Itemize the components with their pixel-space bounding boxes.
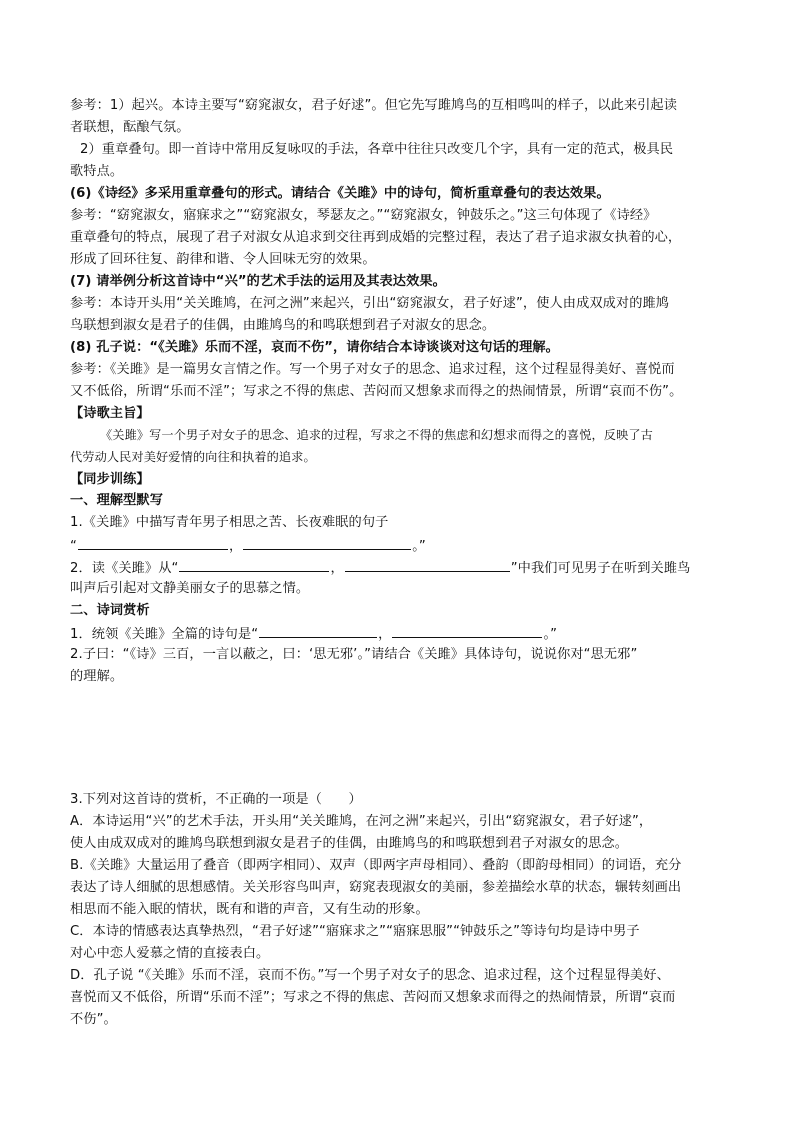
answer-text: 形成了回环往复、韵律和谐、令人回味无穷的效果。 bbox=[70, 252, 376, 267]
answer-text: 又不低俗，所谓“乐而不淫”；写求之不得的焦虑、苦闷而又想象求而得之的热闹情景，所谓“哀而不伤”。 bbox=[70, 384, 683, 399]
section-heading: 【诗歌主旨】 bbox=[70, 406, 150, 421]
quote-mark: 。” bbox=[543, 627, 558, 642]
answer-blank[interactable] bbox=[345, 557, 510, 572]
answer-text: 歌特点。 bbox=[70, 164, 124, 179]
section-heading: 【同步训练】 bbox=[70, 472, 150, 487]
choice-a: 使人由成双成对的雎鸠鸟联想到淑女是君子的佳偶，由雎鸠鸟的和鸣联想到君子对淑女的思念。 bbox=[70, 836, 629, 851]
choice-b: 相思而不能入眠的情状，既有和谐的声音，又有生动的形象。 bbox=[70, 902, 429, 917]
choice-d: D．孔子说 “《关雎》乐而不淫，哀而不伤。”写一个男子对女子的思念、追求过程，这个过程显得美好、 bbox=[70, 968, 670, 983]
fill-blank-row bbox=[70, 535, 426, 556]
answer-blank[interactable] bbox=[78, 535, 228, 550]
fill-blank-row bbox=[70, 557, 690, 578]
choice-d: 不伤”。 bbox=[70, 1012, 117, 1027]
choice-a: A．本诗运用“兴”的艺术手法，开头用“关关雎鸠，在河之洲”来起兴，引出“窈窕淑女，君子好逑”， bbox=[70, 814, 653, 829]
answer-text: 参考：“窈窕淑女，寤寐求之”“窈窕淑女，琴瑟友之。”“窈窕淑女，钟鼓乐之。”这三句体现了《诗经》 bbox=[70, 208, 657, 223]
answer-blank[interactable] bbox=[243, 535, 411, 550]
exercise-text: 2．读《关雎》从“ bbox=[70, 561, 179, 576]
choice-b: B.《关雎》大量运用了叠音（即两字相同）、双声（即两字声母相同）、叠韵（即韵母相同）的词语，充分 bbox=[70, 858, 682, 873]
choice-d: 喜悦而又不低俗，所谓“乐而不淫”；写求之不得的焦虑、苦闷而又想象求而得之的热闹情景，所谓“哀而 bbox=[70, 990, 676, 1005]
exercise-text: 的理解。 bbox=[70, 669, 124, 684]
choice-c: 对心中恋人爱慕之情的直接表白。 bbox=[70, 946, 270, 961]
answer-text: 参考：1）起兴。本诗主要写“窈窕淑女，君子好逑”。但它先写雎鸠鸟的互相鸣叫的样子，以此来引起读 bbox=[70, 98, 677, 113]
answer-text: 重章叠句的特点，展现了君子对淑女从追求到交往再到成婚的完整过程，表达了君子追求淑女执着的心， bbox=[70, 230, 682, 245]
question-heading: (8) 孔子说：“《关雎》乐而不淫，哀而不伤”，请你结合本诗谈谈对这句话的理解。 bbox=[70, 340, 559, 355]
question-heading: (6)《诗经》多采用重章叠句的形式。请结合《关雎》中的诗句，简析重章叠句的表达效果。 bbox=[70, 186, 610, 201]
answer-text: 鸟联想到淑女是君子的佳偶，由雎鸠鸟的和鸣联想到君子对淑女的思念。 bbox=[70, 318, 496, 333]
choice-b: 表达了诗人细腻的思想感情。关关形容鸟叫声，窈窕表现淑女的美丽，参差描绘水草的状态，辗转刻画出 bbox=[70, 880, 682, 895]
exercise-text: 1．统领《关雎》全篇的诗句是“ bbox=[70, 627, 259, 642]
question-heading: (7) 请举例分析这首诗中“兴”的艺术手法的运用及其表达效果。 bbox=[70, 274, 446, 289]
choice-c: C．本诗的情感表达真挚热烈，“君子好逑”“寤寐求之”“寤寐思服”“钟鼓乐之”等诗句均是诗中男子 bbox=[70, 924, 640, 939]
answer-text: 2）重章叠句。即一首诗中常用反复咏叹的手法，各章中往往只改变几个字，具有一定的范式，极具民 bbox=[80, 142, 674, 157]
fill-blank-row bbox=[70, 623, 557, 644]
answer-text: 参考：《关雎》是一篇男女言情之作。写一个男子对女子的思念、追求过程，这个过程显得美好、喜悦而 bbox=[70, 362, 675, 377]
theme-text: 代劳动人民对美好爱情的向往和执着的追求。 bbox=[70, 450, 316, 464]
answer-blank[interactable] bbox=[259, 623, 377, 638]
answer-text: 参考：本诗开头用“关关雎鸠，在河之洲”来起兴，引出“窈窕淑女，君子好逑”，使人由成双成对的雎鸠 bbox=[70, 296, 670, 311]
exercise-text: 叫声后引起对文静美丽女子的思慕之情。 bbox=[70, 581, 310, 596]
exercise-text: ”中我们可见男子在听到关雎鸟 bbox=[510, 561, 691, 576]
section-heading: 一、理解型默写 bbox=[70, 493, 164, 508]
comma: ， bbox=[378, 627, 392, 642]
comma: ， bbox=[330, 561, 344, 576]
exercise-text: 2.子曰：“《诗》三百，一言以蔽之，曰：‘思无邪’。”请结合《关雎》具体诗句，说说你对“思无邪” bbox=[70, 647, 638, 662]
comma: ， bbox=[228, 539, 243, 554]
answer-blank[interactable] bbox=[392, 623, 542, 638]
exercise-text: 1.《关雎》中描写青年男子相思之苦、长夜难眠的句子 bbox=[70, 515, 389, 530]
section-heading: 二、诗词赏析 bbox=[70, 603, 150, 618]
exercise-text: 3.下列对这首诗的赏析，不正确的一项是（ ） bbox=[70, 792, 362, 807]
answer-blank[interactable] bbox=[179, 557, 329, 572]
quote-mark: “ bbox=[70, 539, 77, 554]
answer-text: 者联想，酝酿气氛。 bbox=[70, 120, 190, 135]
quote-mark: 。” bbox=[412, 539, 426, 554]
theme-text: 《关雎》写一个男子对女子的思念、追求的过程，写求之不得的焦虑和幻想求而得之的喜悦，反映了古 bbox=[100, 428, 653, 442]
